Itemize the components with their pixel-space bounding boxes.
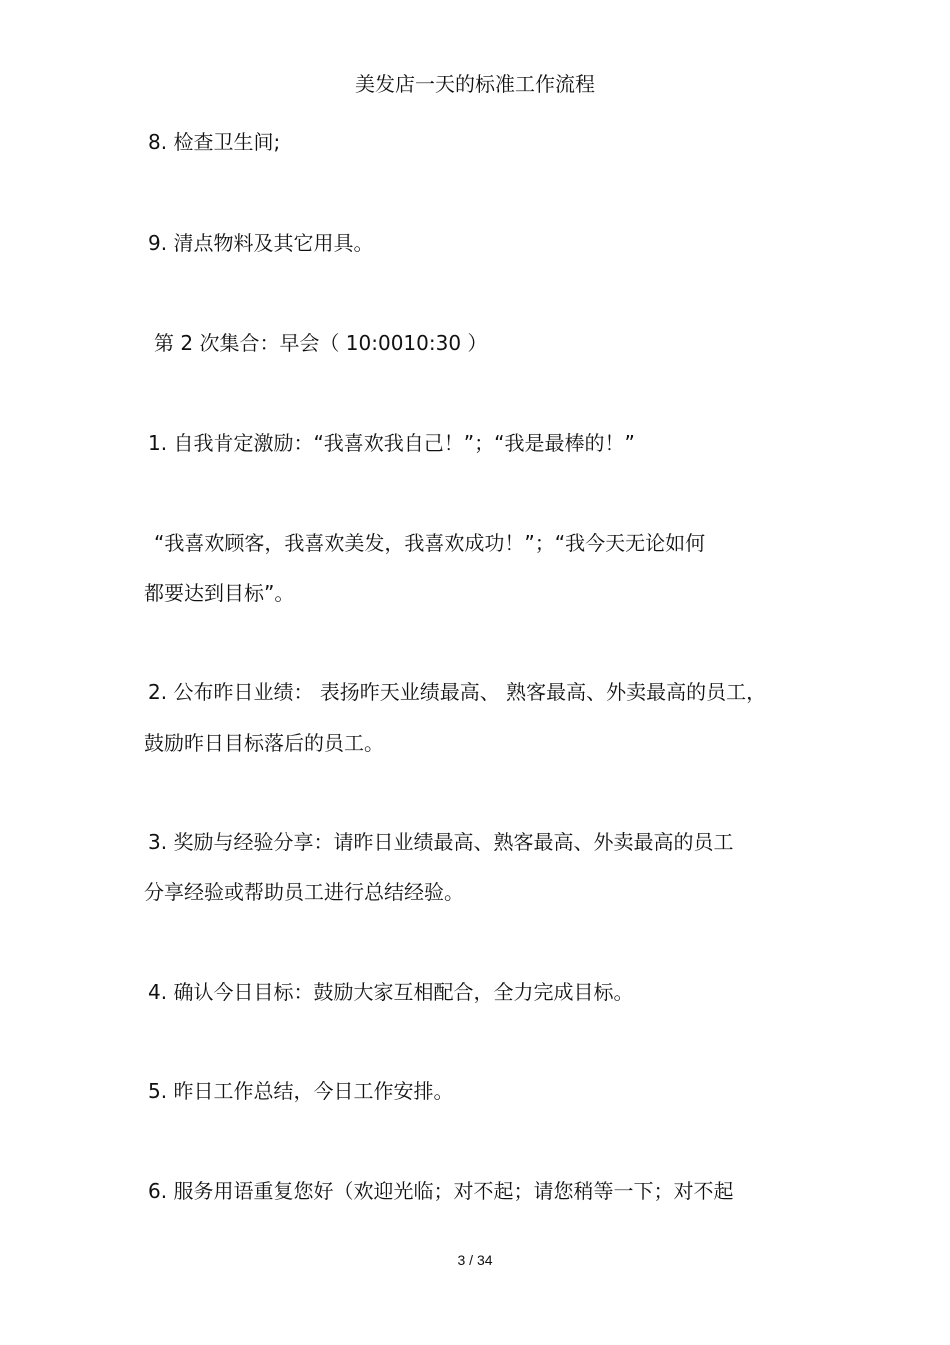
text-line-item-1-quote-cont: 都要达到目标”。 xyxy=(144,581,295,605)
text-line-item-3: 3. 奖励与经验分享：请昨日业绩最高、熟客最高、外卖最高的员工 xyxy=(148,830,734,854)
text-line-item-4: 4. 确认今日目标：鼓励大家互相配合，全力完成目标。 xyxy=(148,980,634,1004)
section-heading-morning-meeting: 第 2 次集合：早会（ 10:0010:30 ） xyxy=(154,331,488,355)
document-title: 美发店一天的标准工作流程 xyxy=(355,72,595,96)
text-line-item-9: 9. 清点物料及其它用具。 xyxy=(148,231,374,255)
text-line-item-1: 1. 自我肯定激励：“我喜欢我自己！”；“我是最棒的！” xyxy=(148,431,635,455)
page-number: 3 / 34 xyxy=(457,1252,493,1268)
text-line-item-1-quote: “我喜欢顾客，我喜欢美发，我喜欢成功！”；“我今天无论如何 xyxy=(154,531,706,555)
text-line-item-3-cont: 分享经验或帮助员工进行总结经验。 xyxy=(144,880,464,904)
text-line-item-8: 8. 检查卫生间; xyxy=(148,130,281,154)
text-line-item-5: 5. 昨日工作总结，今日工作安排。 xyxy=(148,1079,454,1103)
text-line-item-2: 2. 公布昨日业绩： 表扬昨天业绩最高、 熟客最高、外卖最高的员工， xyxy=(148,680,767,704)
text-line-item-2-cont: 鼓励昨日目标落后的员工。 xyxy=(144,731,384,755)
text-line-item-6: 6. 服务用语重复您好（欢迎光临；对不起；请您稍等一下；对不起 xyxy=(148,1179,734,1203)
